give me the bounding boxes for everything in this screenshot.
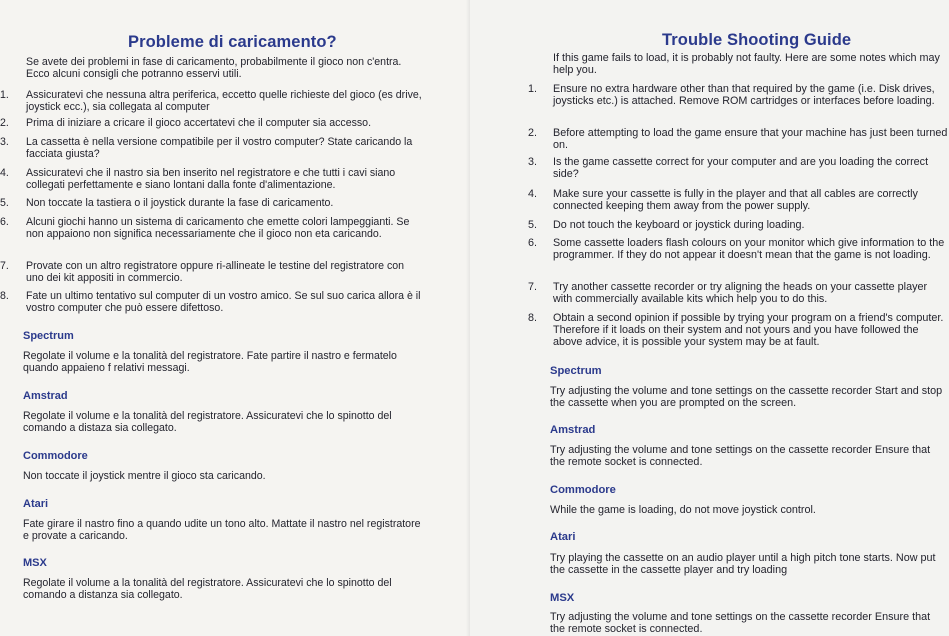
right-item-number: 6. xyxy=(528,237,538,249)
right-item-text: Before attempting to load the game ensure that your machine has just been turned on. xyxy=(553,127,948,151)
right-item-text: Try another cassette recorder or try aligning the heads on your cassette player with commercially available kits which help you to do this. xyxy=(553,281,928,305)
right-item-text: Some cassette loaders flash colours on your monitor which give information to the programmer. If they do not appear it doesn't mean that the game is not loading. xyxy=(553,237,945,261)
left-page-title: Probleme di caricamento? xyxy=(128,33,337,51)
right-section-text: Try adjusting the volume and tone settings on the cassette recorder Ensure that the remote socket is connected. xyxy=(550,611,931,635)
right-section-heading: Amstrad xyxy=(550,424,596,436)
right-item-number: 3. xyxy=(528,156,538,168)
left-item-number: 8. xyxy=(0,290,9,302)
right-item-text: Is the game cassette correct for your computer and are you loading the correct side? xyxy=(553,156,929,180)
left-item-text: Non toccate la tastiera o il joystick durante la fase di caricamento. xyxy=(26,197,334,209)
left-page-italian xyxy=(0,0,470,636)
left-item-number: 5. xyxy=(0,197,9,209)
right-section-text: Try adjusting the volume and tone settings on the cassette recorder Ensure that the remote socket is connected. xyxy=(550,444,931,468)
right-item-number: 5. xyxy=(528,219,538,231)
right-section-text: Try adjusting the volume and tone settings on the cassette recorder Start and stop the cassette when you are prompted on the screen. xyxy=(550,385,943,409)
left-item-text: Fate un ultimo tentativo sul computer di un vostro amico. Se sul suo carica allora è il vostro computer che può essere difettoso. xyxy=(26,290,421,314)
left-item-number: 7. xyxy=(0,260,9,272)
right-section-heading: Atari xyxy=(550,531,576,543)
left-item-number: 4. xyxy=(0,167,9,179)
left-section-text: Fate girare il nastro fino a quando udite un tono alto. Mattate il nastro nel registratore e provate a caricando. xyxy=(23,518,421,542)
left-item-number: 3. xyxy=(0,136,9,148)
right-item-number: 1. xyxy=(528,83,538,95)
left-section-text: Non toccate il joystick mentre il gioco sta caricando. xyxy=(23,470,266,482)
left-item-number: 1. xyxy=(0,89,9,101)
left-section-heading: MSX xyxy=(23,557,47,569)
right-item-number: 4. xyxy=(528,188,538,200)
left-item-number: 2. xyxy=(0,117,9,129)
left-item-text: Assicuratevi che il nastro sia ben inserito nel registratore e che tutti i cavi siano collegati perfettamente e siano lontani dalla fonte d'alimentazione. xyxy=(26,167,396,191)
right-section-heading: Commodore xyxy=(550,484,616,496)
right-item-text: Obtain a second opinion if possible by trying your program on a friend's computer. Therefore if it loads on their system and not yours and you have followed the above advice, it is possible your system may be at fault. xyxy=(553,312,944,348)
left-intro: Se avete dei problemi in fase di caricamento, probabilmente il gioco non c'entra. Ecco alcuni consigli che potranno esservi utili. xyxy=(26,56,402,80)
right-item-number: 2. xyxy=(528,127,538,139)
left-item-text: Assicuratevi che nessuna altra periferica, eccetto quelle richieste del gioco (es drive, joystick ecc.), sia collegata al computer xyxy=(26,89,422,113)
left-section-text: Regolate il volume a la tonalità del registratore. Assicuratevi che lo spinotto del comando a distanza sia collegato. xyxy=(23,577,392,601)
left-section-text: Regolate il volume e la tonalità del registratore. Fate partire il nastro e fermatelo quando appaieno f relativi messagi. xyxy=(23,350,397,374)
left-item-number: 6. xyxy=(0,216,9,228)
left-section-heading: Atari xyxy=(23,498,49,510)
right-item-text: Ensure no extra hardware other than that required by the game (i.e. Disk drives, joysticks etc.) is attached. Remove ROM cartridges or interfaces before loading. xyxy=(553,83,935,107)
left-item-text: Prima di iniziare a cricare il gioco accertatevi che il computer sia accesso. xyxy=(26,117,372,129)
left-item-text: Provate con un altro registratore oppure ri-allineate le testine del registratore con uno dei kit appositi in commercio. xyxy=(26,260,405,284)
right-section-text: Try playing the cassette on an audio player until a high pitch tone starts. Now put the cassette in the cassette player and try loading xyxy=(550,552,936,576)
right-item-number: 8. xyxy=(528,312,538,324)
left-section-heading: Commodore xyxy=(23,450,88,462)
left-section-heading: Amstrad xyxy=(23,390,68,402)
right-item-text: Do not touch the keyboard or joystick during loading. xyxy=(553,219,805,231)
right-item-number: 7. xyxy=(528,281,538,293)
left-section-text: Regolate il volume e la tonalità del registratore. Assicuratevi che lo spinotto del comando a distaza sia collegato. xyxy=(23,410,392,434)
right-page-english xyxy=(470,0,949,636)
right-section-text: While the game is loading, do not move joystick control. xyxy=(550,504,816,516)
right-intro: If this game fails to load, it is probably not faulty. Here are some notes which may help you. xyxy=(553,52,940,76)
left-section-heading: Spectrum xyxy=(23,330,74,342)
right-page-title: Trouble Shooting Guide xyxy=(662,31,852,49)
left-item-text: La cassetta è nella versione compatibile per il vostro computer? State caricando la facciata giusta? xyxy=(26,136,413,160)
left-item-text: Alcuni giochi hanno un sistema di caricamento che emette colori lampeggianti. Se non appaiono non significa necessariamente che il gioco non eta caricando. xyxy=(26,216,410,240)
right-section-heading: Spectrum xyxy=(550,365,602,377)
right-item-text: Make sure your cassette is fully in the player and that all cables are correctly connected keeping them away from the power supply. xyxy=(553,188,918,212)
right-section-heading: MSX xyxy=(550,592,575,604)
